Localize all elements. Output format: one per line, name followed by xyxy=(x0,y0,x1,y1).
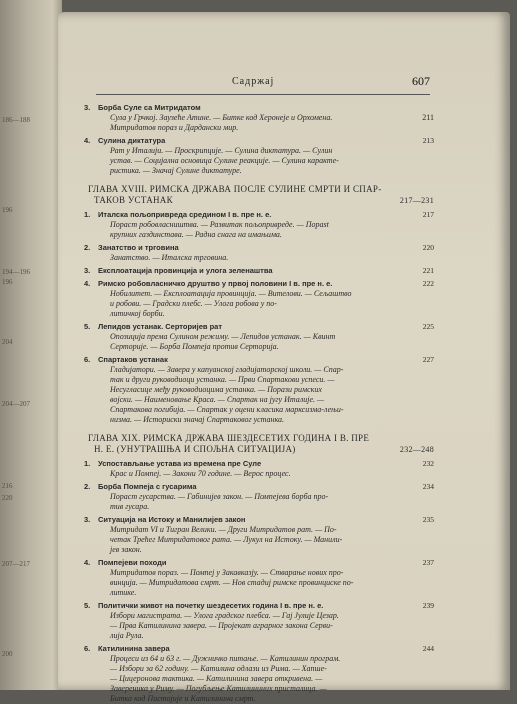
section-page: 225 xyxy=(422,322,434,331)
summary-text: Несугласице међу руководиоцима устанка. — Порази римских xyxy=(110,385,322,394)
toc-section xyxy=(84,103,434,133)
summary-text: — Цицеронова тактика. — Катилинина завера откривена. — xyxy=(110,674,323,683)
section-heading xyxy=(84,515,434,525)
summary-text: Серторије. — Борба Помпеја против Серторија. xyxy=(110,342,279,351)
section-page: 213 xyxy=(422,136,434,145)
section-title: Борба Суле са Митридатом xyxy=(98,103,201,112)
chapter-page-range: 232—248 xyxy=(399,445,434,454)
summary-text: и робови. — Градски плебс. — Улога робова у по- xyxy=(110,299,277,308)
section-number: 3. xyxy=(84,515,91,524)
section-page: 239 xyxy=(422,601,434,610)
summary-text: так и други руководиоци устанка. — Први Спартакови успеси. — xyxy=(110,375,335,384)
section-title: Борба Помпеја с гусарима xyxy=(98,482,197,491)
chapter-title-line1: ГЛАВА XIX. РИМСКА ДРЖАВА ШЕЗДЕСЕТИХ ГОДИНА I В. ПРЕ xyxy=(88,433,370,443)
section-title: Експлоатација провинција и улога зеленаштва xyxy=(98,266,273,275)
left-margin-mark: 194—196 xyxy=(2,268,30,276)
summary-text: Рат у Италији. — Проскрипције. — Сулина диктатура. — Сулин xyxy=(110,146,333,155)
section-summary-line xyxy=(84,664,434,674)
section-summary-line xyxy=(84,588,434,598)
page-header xyxy=(96,72,430,95)
section-summary-line xyxy=(84,123,434,133)
summary-page: 211 xyxy=(422,113,434,122)
chapter-heading xyxy=(84,184,434,206)
toc-section xyxy=(84,644,434,704)
left-margin-mark: 216 xyxy=(2,482,13,490)
summary-text: Спартакова погибија. — Спартак у оцени класика марксизма-лењи- xyxy=(110,405,344,414)
summary-text: — Избори за 62 годину. — Катилина одлази из Рима. — Хапше- xyxy=(110,664,327,673)
section-heading xyxy=(84,243,434,253)
section-page: 234 xyxy=(422,482,434,491)
summary-text: Процеси из 64 и 63 г. — Дужничко питање. — Катилинин програм. xyxy=(110,654,341,663)
section-page: 222 xyxy=(422,279,434,288)
left-margin-mark: 207—217 xyxy=(2,560,30,568)
section-summary-line xyxy=(84,469,434,479)
section-page: 235 xyxy=(422,515,434,524)
summary-text: Митридатов пораз и Дардански мир. xyxy=(110,123,239,132)
section-title: Катилинина завера xyxy=(98,644,170,653)
section-summary-line xyxy=(84,525,434,535)
left-margin-mark: 196 xyxy=(2,278,13,286)
summary-text: устав. — Социјална основица Сулине реакције. — Сулина каракте- xyxy=(110,156,339,165)
section-title: Римско робовласничко друштво у првој половини I в. пре н. е. xyxy=(98,279,333,288)
toc-section xyxy=(84,322,434,352)
section-title: Помпејеви походи xyxy=(98,558,167,567)
toc-section xyxy=(84,279,434,319)
section-summary-line xyxy=(84,535,434,545)
section-heading xyxy=(84,459,434,469)
running-title: Садржај xyxy=(232,76,275,87)
section-summary-line xyxy=(84,654,434,664)
summary-text: литике. xyxy=(110,588,137,597)
section-number: 2. xyxy=(84,243,91,252)
section-number: 3. xyxy=(84,266,91,275)
left-margin-mark: 196 xyxy=(2,206,13,214)
section-summary-line xyxy=(84,375,434,385)
chapter-heading xyxy=(84,433,434,455)
section-number: 5. xyxy=(84,322,91,331)
section-heading xyxy=(84,322,434,332)
section-summary-line xyxy=(84,578,434,588)
toc-section xyxy=(84,210,434,240)
summary-text: Пораст робовласништва. — Развитак пољопривреде. — Порast xyxy=(110,220,329,229)
summary-text: Пораст гусарства. — Габинијев закон. — Помпејева борба про- xyxy=(110,492,329,501)
section-number: 3. xyxy=(84,103,91,112)
left-page-edge xyxy=(0,0,62,690)
left-margin-mark: 204 xyxy=(2,338,13,346)
chapter-title-line2: ТАКОВ УСТАНАК xyxy=(94,195,173,205)
table-of-contents xyxy=(84,100,434,704)
section-summary-line xyxy=(84,684,434,694)
section-heading xyxy=(84,482,434,492)
chapter-page-range: 217—231 xyxy=(399,196,434,205)
section-number: 6. xyxy=(84,644,91,653)
summary-text: Сула у Грчкој. Заузеће Атине. — Битке код Херонеје и Орхомена. xyxy=(110,113,333,122)
section-number: 4. xyxy=(84,279,91,288)
section-heading xyxy=(84,266,434,276)
section-summary-line xyxy=(84,502,434,512)
section-number: 5. xyxy=(84,601,91,610)
section-heading xyxy=(84,644,434,654)
summary-text: Митридат VI и Тигран Велики. — Други Митридатов рат. — По- xyxy=(110,525,337,534)
summary-text: низма. — Историски значај Спартаковог устанка. xyxy=(110,415,285,424)
summary-text: јев закон. xyxy=(110,545,142,554)
left-margin-mark: 200 xyxy=(2,650,13,658)
summary-text: Нобилитет. — Експлоатација провинција. — Вителови. — Сељаштво xyxy=(110,289,352,298)
section-summary-line xyxy=(84,405,434,415)
toc-section xyxy=(84,355,434,425)
section-summary-line xyxy=(84,395,434,405)
section-number: 1. xyxy=(84,459,91,468)
summary-text: литичкој борби. xyxy=(110,309,165,318)
summary-text: Завереника у Риму. — Погубљење Катилининих присталица. — xyxy=(110,684,327,693)
section-summary-line xyxy=(84,365,434,375)
section-summary-line xyxy=(84,545,434,555)
section-summary-line xyxy=(84,299,434,309)
left-margin-mark: 186—188 xyxy=(2,116,30,124)
section-title: Италска пољопривреда средином I в. пре н. е. xyxy=(98,210,272,219)
summary-text: — Прва Катилинина завера. — Пројекат аграрног закона Серви- xyxy=(110,621,333,630)
section-number: 4. xyxy=(84,136,91,145)
toc-section xyxy=(84,459,434,479)
section-number: 1. xyxy=(84,210,91,219)
section-summary-line xyxy=(84,674,434,684)
section-heading xyxy=(84,355,434,365)
section-summary-line xyxy=(84,385,434,395)
section-summary-line xyxy=(84,631,434,641)
toc-section xyxy=(84,243,434,263)
section-heading xyxy=(84,279,434,289)
left-margin-mark: 220 xyxy=(2,494,13,502)
section-page: 232 xyxy=(422,459,434,468)
section-summary-line xyxy=(84,332,434,342)
section-summary-line xyxy=(84,220,434,230)
summary-text: Занатство. — Италска трговина. xyxy=(110,253,229,262)
section-summary-line xyxy=(84,113,434,123)
section-heading xyxy=(84,103,434,113)
summary-text: ристика. — Значај Сулине диктатуре. xyxy=(110,166,242,175)
section-title: Сулина диктатура xyxy=(98,136,166,145)
section-title: Занатство и трговина xyxy=(98,243,179,252)
section-summary-line xyxy=(84,415,434,425)
section-summary-line xyxy=(84,568,434,578)
section-summary-line xyxy=(84,166,434,176)
summary-text: крупних газдинстава. — Радна снага на имањима. xyxy=(110,230,282,239)
section-page: 217 xyxy=(422,210,434,219)
section-page: 220 xyxy=(422,243,434,252)
section-summary-line xyxy=(84,146,434,156)
section-title: Ситуација на Истоку и Манилијев закон xyxy=(98,515,246,524)
toc-section xyxy=(84,266,434,276)
toc-section xyxy=(84,482,434,512)
section-number: 6. xyxy=(84,355,91,364)
section-summary-line xyxy=(84,156,434,166)
summary-text: тив гусара. xyxy=(110,502,150,511)
section-heading xyxy=(84,601,434,611)
summary-text: винција. — Митридатова смрт. — Нов стадиј римске провинциске по- xyxy=(110,578,354,587)
section-number: 4. xyxy=(84,558,91,567)
section-summary-line xyxy=(84,309,434,319)
chapter-title-line1: ГЛАВА XVIII. РИМСКА ДРЖАВА ПОСЛЕ СУЛИНЕ СМРТИ И СПАР- xyxy=(88,184,382,194)
page-number: 607 xyxy=(412,74,430,88)
section-number: 2. xyxy=(84,482,91,491)
section-summary-line xyxy=(84,611,434,621)
toc-section xyxy=(84,136,434,176)
section-page: 244 xyxy=(422,644,434,653)
summary-text: четак Трећег Митридатовог рата. — Лукул на Истоку. — Манили- xyxy=(110,535,343,544)
section-summary-line xyxy=(84,342,434,352)
summary-text: лија Рула. xyxy=(110,631,144,640)
summary-text: Битка код Пистојиje и Катилинина смрт. xyxy=(110,694,256,703)
summary-text: Опозиција према Сулином режиму. — Лепидов устанак. — Квинт xyxy=(110,332,336,341)
section-title: Успостављање устава из времена пре Суле xyxy=(98,459,262,468)
section-summary-line xyxy=(84,230,434,240)
summary-text: Гладијатори. — Завера у капуанској гладијаторској школи. — Спар- xyxy=(110,365,344,374)
toc-section xyxy=(84,558,434,598)
toc-section xyxy=(84,601,434,641)
chapter-title-line2: Н. Е. (УНУТРАШЊА И СПОЉНА СИТУАЦИЈА) xyxy=(94,444,296,454)
left-margin-mark: 204—207 xyxy=(2,400,30,408)
section-summary-line xyxy=(84,621,434,631)
section-page: 221 xyxy=(422,266,434,275)
section-heading xyxy=(84,210,434,220)
section-title: Политички живот на почетку шездесетих година I в. пре н. е. xyxy=(98,601,324,610)
summary-text: Избори магистрата. — Улога градског плебса. — Гај Јулије Цезар. xyxy=(110,611,339,620)
section-summary-line xyxy=(84,253,434,263)
section-heading xyxy=(84,136,434,146)
section-page: 227 xyxy=(422,355,434,364)
section-summary-line xyxy=(84,289,434,299)
section-title: Лепидов устанак. Серторијев рат xyxy=(98,322,223,331)
summary-text: Крас и Помпеј. — Закони 70 године. — Верос процес. xyxy=(110,469,291,478)
section-page: 237 xyxy=(422,558,434,567)
section-summary-line xyxy=(84,694,434,704)
summary-text: Митридатов пораз. — Помпеј у Закавказју. — Стварање нових про- xyxy=(110,568,344,577)
section-heading xyxy=(84,558,434,568)
toc-section xyxy=(84,515,434,555)
section-summary-line xyxy=(84,492,434,502)
section-title: Спартаков устанак xyxy=(98,355,168,364)
summary-text: војски. — Наименовање Краса. — Спартак на југу Италије. — xyxy=(110,395,325,404)
